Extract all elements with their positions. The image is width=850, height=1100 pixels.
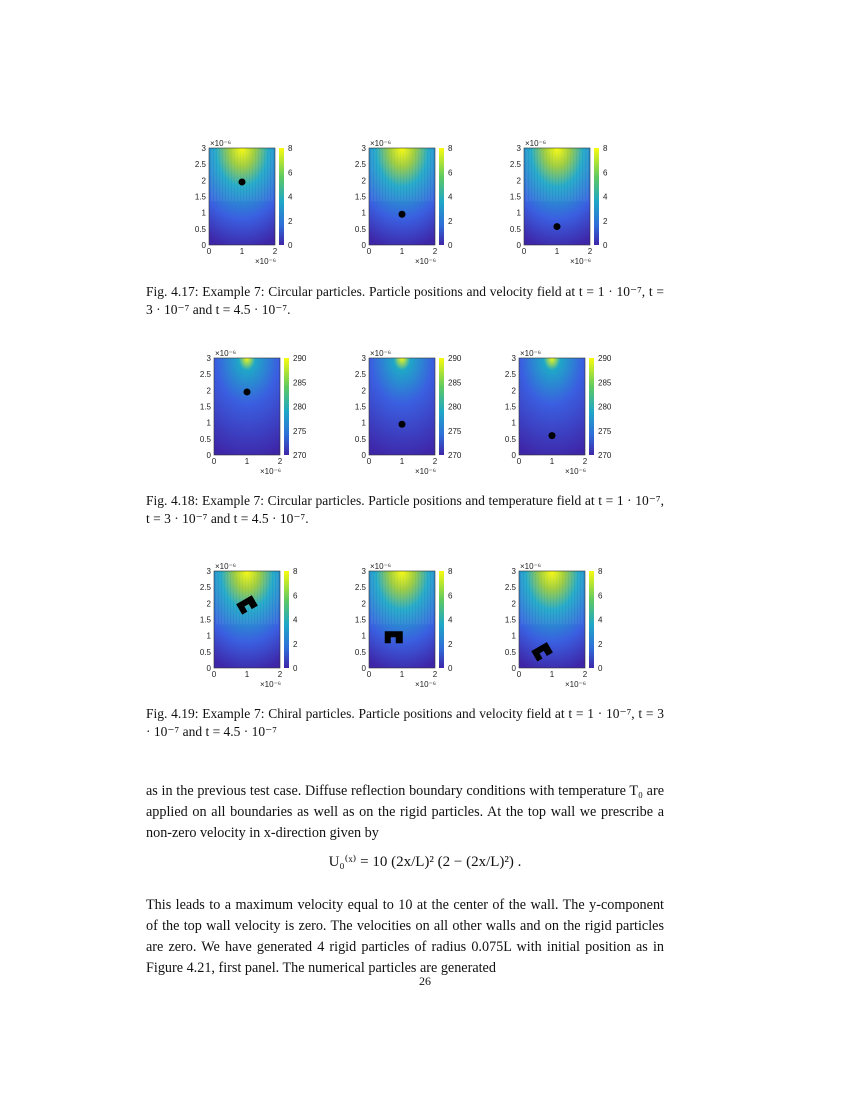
colorbar-tick-label: 290 — [598, 354, 612, 363]
y-tick-label: 0 — [511, 664, 516, 673]
y-tick-label: 2.5 — [354, 160, 366, 170]
y-tick-label: 0 — [511, 451, 516, 460]
colorbar — [284, 571, 289, 668]
x-exponent-label: ×10⁻⁶ — [260, 680, 282, 689]
x-tick-label: 0 — [366, 247, 372, 256]
colorbar-tick-label: 6 — [598, 591, 603, 601]
fig-4-18-panel-1 — [200, 350, 360, 485]
field-heatmap — [519, 358, 585, 455]
y-tick-label: 2.5 — [354, 370, 366, 380]
colorbar-tick-label: 2 — [288, 216, 293, 226]
colorbar-tick-label: 0 — [603, 241, 608, 250]
colorbar-tick-label: 4 — [598, 615, 603, 625]
fig-4-17-panel-1 — [195, 140, 355, 275]
colorbar-tick-label: 2 — [598, 639, 603, 649]
particle-marker — [399, 211, 406, 218]
colorbar-tick-label: 8 — [448, 567, 453, 576]
x-tick-label: 1 — [549, 670, 555, 679]
x-tick-label: 2 — [587, 247, 593, 256]
colorbar-tick-label: 4 — [603, 192, 608, 202]
y-tick-label: 3 — [206, 567, 211, 576]
y-tick-label: 1.5 — [194, 192, 206, 202]
x-tick-label: 1 — [399, 457, 405, 466]
y-tick-label: 1 — [361, 418, 366, 428]
y-tick-label: 0.5 — [509, 224, 521, 234]
y-tick-label: 0.5 — [354, 647, 366, 657]
y-tick-label: 2.5 — [354, 583, 366, 593]
y-tick-label: 2.5 — [504, 583, 516, 593]
y-tick-label: 1.5 — [509, 192, 521, 202]
colorbar — [594, 148, 599, 245]
colorbar-tick-label: 2 — [603, 216, 608, 226]
y-tick-label: 2 — [201, 176, 206, 186]
y-tick-label: 0.5 — [504, 647, 516, 657]
fig-4-18-panel-3 — [505, 350, 665, 485]
y-tick-label: 1 — [361, 208, 366, 218]
colorbar — [439, 358, 444, 455]
x-tick-label: 0 — [211, 670, 217, 679]
fig-4-17-panel-2 — [355, 140, 515, 275]
x-tick-label: 2 — [582, 670, 588, 679]
x-exponent-label: ×10⁻⁶ — [415, 257, 437, 266]
y-tick-label: 0.5 — [354, 224, 366, 234]
x-tick-label: 0 — [516, 670, 522, 679]
colorbar-tick-label: 280 — [598, 402, 612, 412]
y-tick-label: 1 — [201, 208, 206, 218]
y-tick-label: 2.5 — [199, 583, 211, 593]
y-exponent-label: ×10⁻⁶ — [215, 562, 237, 571]
colorbar-tick-label: 8 — [598, 567, 603, 576]
y-tick-label: 2.5 — [509, 160, 521, 170]
y-tick-label: 3 — [511, 567, 516, 576]
y-tick-label: 2 — [361, 176, 366, 186]
x-tick-label: 1 — [244, 670, 250, 679]
colorbar-tick-label: 0 — [293, 664, 298, 673]
body-paragraph-1: as in the previous test case. Diffuse reflection boundary conditions with temperature T₀ are applied on all boundaries as well as on the rigid particles. At the top wall we prescribe a non-zero velocity in x-direction given by — [146, 783, 664, 841]
fig-4-18-panel-2 — [355, 350, 515, 485]
x-exponent-label: ×10⁻⁶ — [565, 467, 587, 476]
x-tick-label: 2 — [432, 457, 438, 466]
particle-marker — [244, 388, 251, 395]
colorbar-tick-label: 6 — [603, 168, 608, 178]
y-tick-label: 1.5 — [199, 402, 211, 412]
y-tick-label: 3 — [516, 144, 521, 153]
y-tick-label: 2.5 — [194, 160, 206, 170]
colorbar-tick-label: 270 — [293, 451, 307, 460]
colorbar-tick-label: 270 — [598, 451, 612, 460]
colorbar-tick-label: 0 — [288, 241, 293, 250]
y-exponent-label: ×10⁻⁶ — [210, 139, 232, 148]
y-exponent-label: ×10⁻⁶ — [370, 562, 392, 571]
fig-4-19-panel-1 — [200, 563, 360, 698]
colorbar — [439, 571, 444, 668]
particle-marker — [549, 432, 556, 439]
x-tick-label: 2 — [582, 457, 588, 466]
y-tick-label: 0.5 — [354, 434, 366, 444]
colorbar-tick-label: 8 — [288, 144, 293, 153]
fig-4-17-panel-3 — [510, 140, 670, 275]
fig-4-19-panel-3 — [505, 563, 665, 698]
y-tick-label: 3 — [201, 144, 206, 153]
x-tick-label: 2 — [432, 247, 438, 256]
y-tick-label: 0.5 — [504, 434, 516, 444]
colorbar-tick-label: 8 — [293, 567, 298, 576]
y-tick-label: 3 — [206, 354, 211, 363]
field-heatmap — [214, 358, 280, 455]
y-tick-label: 2 — [361, 599, 366, 609]
figure-4-19 — [150, 563, 670, 698]
y-tick-label: 3 — [361, 567, 366, 576]
colorbar-tick-label: 4 — [288, 192, 293, 202]
y-tick-label: 1 — [511, 631, 516, 641]
colorbar-tick-label: 275 — [293, 426, 307, 436]
y-exponent-label: ×10⁻⁶ — [370, 349, 392, 358]
colorbar — [589, 358, 594, 455]
x-exponent-label: ×10⁻⁶ — [255, 257, 277, 266]
colorbar-tick-label: 280 — [293, 402, 307, 412]
y-tick-label: 1.5 — [354, 615, 366, 625]
y-tick-label: 3 — [361, 354, 366, 363]
y-tick-label: 0 — [361, 451, 366, 460]
x-tick-label: 0 — [366, 457, 372, 466]
x-tick-label: 1 — [244, 457, 250, 466]
y-tick-label: 1 — [206, 631, 211, 641]
x-tick-label: 0 — [516, 457, 522, 466]
fig-4-17-caption: Fig. 4.17: Example 7: Circular particles. Particle positions and velocity field at t = 1 · 10⁻⁷, t = 3 · 10⁻⁷ and t = 4.5 · 10⁻⁷. — [146, 284, 664, 317]
x-exponent-label: ×10⁻⁶ — [565, 680, 587, 689]
y-tick-label: 2 — [206, 386, 211, 396]
y-tick-label: 1 — [516, 208, 521, 218]
y-tick-label: 0 — [516, 241, 521, 250]
x-tick-label: 1 — [554, 247, 560, 256]
fig-4-19-panel-2 — [355, 563, 515, 698]
y-tick-label: 1.5 — [199, 615, 211, 625]
field-heatmap — [369, 358, 435, 455]
y-tick-label: 1 — [361, 631, 366, 641]
colorbar-tick-label: 2 — [293, 639, 298, 649]
colorbar-tick-label: 8 — [603, 144, 608, 153]
colorbar-tick-label: 285 — [448, 378, 462, 388]
y-tick-label: 2.5 — [199, 370, 211, 380]
y-tick-label: 2 — [511, 599, 516, 609]
y-tick-label: 0.5 — [199, 647, 211, 657]
y-tick-label: 2 — [361, 386, 366, 396]
y-tick-label: 0 — [201, 241, 206, 250]
colorbar-tick-label: 2 — [448, 639, 453, 649]
y-tick-label: 2 — [206, 599, 211, 609]
y-tick-label: 1.5 — [354, 402, 366, 412]
y-tick-label: 3 — [511, 354, 516, 363]
x-exponent-label: ×10⁻⁶ — [570, 257, 592, 266]
fig-4-18-caption: Fig. 4.18: Example 7: Circular particles. Particle positions and temperature field at t = 1 · 10⁻⁷, t = 3 · 10⁻⁷ and t = 4.5 · 10⁻⁷. — [146, 493, 664, 526]
y-tick-label: 1 — [511, 418, 516, 428]
y-tick-label: 1.5 — [354, 192, 366, 202]
colorbar-tick-label: 290 — [448, 354, 462, 363]
fig-4-19-caption: Fig. 4.19: Example 7: Chiral particles. Particle positions and velocity field at t = 1 · 10⁻⁷, t = 3 · 10⁻⁷ and t = 4.5 · 10⁻⁷ — [146, 706, 664, 739]
colorbar-tick-label: 0 — [598, 664, 603, 673]
colorbar-tick-label: 2 — [448, 216, 453, 226]
colorbar-tick-label: 6 — [288, 168, 293, 178]
y-tick-label: 0 — [361, 241, 366, 250]
colorbar-tick-label: 275 — [598, 426, 612, 436]
figure-4-18 — [150, 350, 670, 485]
y-tick-label: 0 — [206, 664, 211, 673]
y-tick-label: 2 — [516, 176, 521, 186]
figure-4-17 — [150, 140, 670, 275]
colorbar — [439, 148, 444, 245]
y-tick-label: 1.5 — [504, 615, 516, 625]
top-wall-velocity-equation: U₀⁽ˣ⁾ = 10 (2x/L)² (2 − (2x/L)²) . — [328, 854, 522, 870]
y-tick-label: 1.5 — [504, 402, 516, 412]
colorbar-tick-label: 6 — [293, 591, 298, 601]
colorbar-tick-label: 275 — [448, 426, 462, 436]
colorbar-tick-label: 4 — [293, 615, 298, 625]
y-tick-label: 0 — [361, 664, 366, 673]
colorbar-tick-label: 8 — [448, 144, 453, 153]
x-tick-label: 2 — [277, 670, 283, 679]
x-exponent-label: ×10⁻⁶ — [260, 467, 282, 476]
colorbar-tick-label: 0 — [448, 241, 453, 250]
x-tick-label: 0 — [366, 670, 372, 679]
y-exponent-label: ×10⁻⁶ — [520, 349, 542, 358]
y-tick-label: 1 — [206, 418, 211, 428]
colorbar-tick-label: 280 — [448, 402, 462, 412]
y-exponent-label: ×10⁻⁶ — [215, 349, 237, 358]
x-tick-label: 2 — [277, 457, 283, 466]
x-tick-label: 0 — [211, 457, 217, 466]
page-number: 26 — [419, 974, 431, 988]
y-tick-label: 0.5 — [194, 224, 206, 234]
colorbar-tick-label: 4 — [448, 615, 453, 625]
x-tick-label: 0 — [206, 247, 212, 256]
x-tick-label: 1 — [399, 670, 405, 679]
y-tick-label: 2 — [511, 386, 516, 396]
colorbar-tick-label: 285 — [293, 378, 307, 388]
x-exponent-label: ×10⁻⁶ — [415, 467, 437, 476]
colorbar-tick-label: 0 — [448, 664, 453, 673]
x-tick-label: 1 — [549, 457, 555, 466]
x-tick-label: 2 — [272, 247, 278, 256]
colorbar-tick-label: 290 — [293, 354, 307, 363]
particle-marker — [554, 223, 561, 230]
x-tick-label: 2 — [432, 670, 438, 679]
colorbar-tick-label: 6 — [448, 168, 453, 178]
y-tick-label: 3 — [361, 144, 366, 153]
x-tick-label: 1 — [239, 247, 245, 256]
x-exponent-label: ×10⁻⁶ — [415, 680, 437, 689]
y-tick-label: 2.5 — [504, 370, 516, 380]
y-exponent-label: ×10⁻⁶ — [370, 139, 392, 148]
y-exponent-label: ×10⁻⁶ — [525, 139, 547, 148]
colorbar-tick-label: 270 — [448, 451, 462, 460]
colorbar — [284, 358, 289, 455]
colorbar-tick-label: 6 — [448, 591, 453, 601]
colorbar — [589, 571, 594, 668]
particle-marker — [399, 421, 406, 428]
x-tick-label: 0 — [521, 247, 527, 256]
y-tick-label: 0.5 — [199, 434, 211, 444]
y-tick-label: 0 — [206, 451, 211, 460]
x-tick-label: 1 — [399, 247, 405, 256]
colorbar — [279, 148, 284, 245]
colorbar-tick-label: 285 — [598, 378, 612, 388]
colorbar-tick-label: 4 — [448, 192, 453, 202]
particle-marker — [239, 178, 246, 185]
body-paragraph-2: This leads to a maximum velocity equal to 10 at the center of the wall. The y-component of the top wall velocity is zero. The velocities on all other walls and on the rigid particles are zero. We have generated 4 rigid particles of radius 0.075L with initial position as in Figure 4.21, first panel. The numerical particles are generated — [146, 897, 664, 976]
y-exponent-label: ×10⁻⁶ — [520, 562, 542, 571]
